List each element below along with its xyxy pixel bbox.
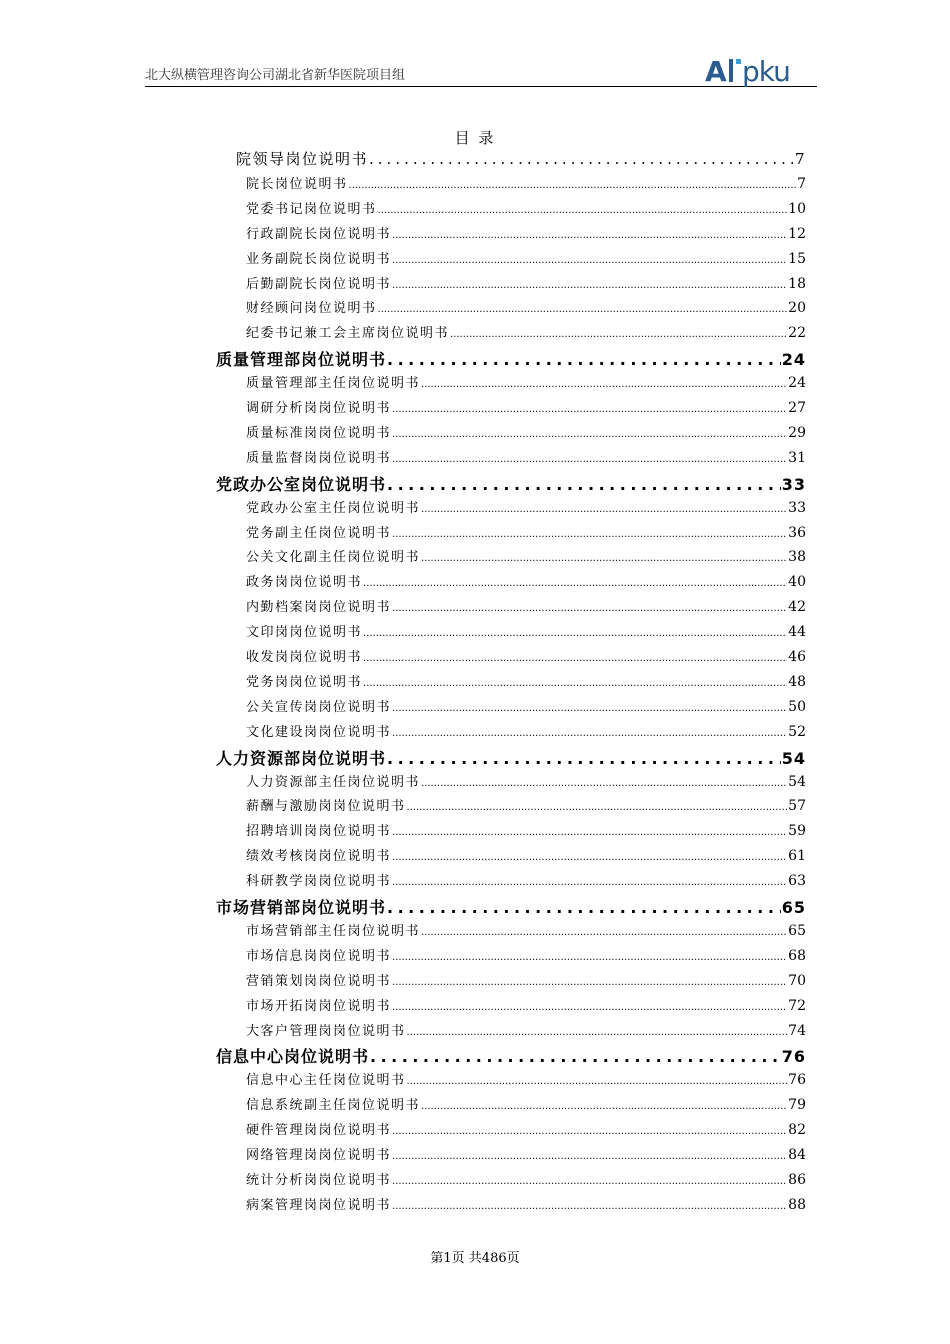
toc-entry-label: 党政办公室主任岗位说明书	[246, 500, 421, 516]
toc-entry-page: 63	[788, 873, 806, 890]
toc-entry[interactable]	[246, 970, 806, 989]
header-org-text: 北大纵横管理咨询公司湖北省新华医院项目组	[145, 68, 406, 83]
toc-entry[interactable]	[246, 721, 806, 740]
toc-section-entry[interactable]	[216, 472, 806, 495]
toc-dot-leader	[421, 927, 787, 938]
toc-entry-label: 党政办公室岗位说明书	[216, 474, 387, 494]
toc-section-entry[interactable]	[216, 895, 806, 918]
toc-dot-leader	[392, 977, 787, 988]
svg-text:pku: pku	[742, 55, 790, 87]
toc-entry-page: 22	[788, 325, 806, 342]
toc-entry[interactable]	[246, 870, 806, 889]
toc-dot-leader	[421, 778, 787, 789]
toc-dot-leader	[387, 475, 781, 494]
toc-entry-page: 74	[788, 1022, 806, 1039]
toc-entry-label: 招聘培训岗岗位说明书	[246, 824, 392, 840]
toc-dot-leader	[363, 653, 787, 664]
toc-entry[interactable]	[246, 522, 806, 541]
toc-entry-page: 10	[788, 200, 806, 217]
toc-entry-page: 24	[788, 375, 806, 392]
toc-entry[interactable]	[246, 1094, 806, 1113]
toc-entry[interactable]	[246, 771, 806, 790]
toc-dot-leader	[387, 898, 781, 917]
toc-entry-page: 88	[788, 1196, 806, 1213]
toc-dot-leader	[363, 628, 787, 639]
toc-entry-page: 42	[788, 599, 806, 616]
toc-entry-label: 质量管理部主任岗位说明书	[246, 376, 421, 392]
toc-entry[interactable]	[246, 1069, 806, 1088]
toc-entry-page: 36	[788, 524, 806, 541]
toc-entry-label: 院领导岗位说明书	[236, 150, 369, 168]
toc-entry[interactable]	[246, 198, 806, 217]
toc-entry-page: 52	[788, 723, 806, 740]
toc-dot-leader	[392, 529, 787, 540]
toc-entry-page: 38	[788, 549, 806, 566]
toc-entry-label: 财经顾问岗位说明书	[246, 301, 377, 317]
toc-entry[interactable]	[246, 571, 806, 590]
toc-entry-page: 54	[781, 748, 806, 768]
toc-entry-page: 65	[788, 922, 806, 939]
toc-entry-label: 网络管理岗岗位说明书	[246, 1148, 392, 1163]
toc-entry-label: 党务副主任岗位说明书	[246, 525, 392, 541]
toc-entry[interactable]	[246, 621, 806, 640]
toc-dot-leader	[392, 952, 787, 963]
toc-dot-leader	[421, 1101, 787, 1112]
toc-entry-page: 15	[788, 250, 806, 267]
toc-entry-label: 政务岗岗位说明书	[246, 575, 363, 591]
svg-text:A: A	[705, 55, 726, 87]
toc-entry-page: 44	[788, 624, 806, 641]
toc-entry[interactable]	[246, 322, 806, 341]
toc-entry-page: 7	[794, 150, 806, 168]
toc-entry-page: 72	[788, 997, 806, 1014]
toc-dot-leader	[392, 852, 787, 863]
toc-entry-label: 人力资源部主任岗位说明书	[246, 774, 421, 790]
toc-dot-leader	[392, 230, 787, 241]
toc-dot-leader	[392, 1201, 787, 1212]
toc-dot-leader	[363, 578, 787, 589]
toc-entry-label: 行政副院长岗位说明书	[246, 226, 392, 242]
toc-entry[interactable]	[246, 223, 806, 242]
toc-entry-page: 18	[788, 275, 806, 292]
toc-entry-page: 68	[788, 947, 806, 964]
toc-section-entry[interactable]	[236, 148, 806, 169]
toc-entry-page: 48	[788, 673, 806, 690]
toc-entry-label: 营销策划岗岗位说明书	[246, 973, 392, 989]
allpku-logo	[705, 55, 817, 87]
toc-entry-label: 内勤档案岗岗位说明书	[246, 600, 392, 616]
toc-entry[interactable]	[246, 397, 806, 416]
toc-dot-leader	[378, 205, 788, 216]
toc-dot-leader	[387, 749, 781, 768]
toc-entry-label: 纪委书记兼工会主席岗位说明书	[246, 326, 450, 342]
toc-entry-page: 27	[788, 400, 806, 416]
toc-entry[interactable]	[246, 646, 806, 665]
toc-dot-leader	[392, 1151, 787, 1162]
toc-dot-leader	[392, 255, 787, 266]
toc-entry[interactable]	[246, 696, 806, 715]
toc-entry-label: 业务副院长岗位说明书	[246, 251, 392, 267]
toc-entry[interactable]	[246, 820, 806, 839]
toc-entry-page: 86	[788, 1171, 806, 1188]
toc-entry-label: 市场营销部岗位说明书	[216, 898, 387, 917]
toc-entry[interactable]	[246, 497, 806, 516]
toc-dot-leader	[392, 703, 787, 714]
toc-entry[interactable]	[246, 372, 806, 391]
page-footer: 第1页 共486页	[430, 1251, 520, 1266]
page-header	[145, 55, 817, 87]
toc-entry-label: 公关宣传岗岗位说明书	[246, 699, 392, 715]
toc-dot-leader	[392, 728, 787, 739]
toc-entry-page: 40	[788, 574, 806, 591]
toc-entry-label: 质量监督岗岗位说明书	[246, 450, 392, 466]
toc-entry-page: 65	[781, 898, 806, 917]
toc-entry-page: 12	[788, 225, 806, 242]
toc-entry-page: 54	[788, 773, 806, 790]
toc-dot-leader	[392, 827, 787, 838]
toc-entry-label: 党委书记岗位说明书	[246, 201, 377, 217]
toc-entry-label: 绩效考核岗岗位说明书	[246, 849, 392, 865]
toc-entry-page: 50	[788, 698, 806, 715]
toc-dot-leader	[407, 802, 788, 813]
toc-entry[interactable]	[246, 920, 806, 939]
toc-entry[interactable]	[246, 422, 806, 441]
toc-entry-page: 76	[781, 1047, 806, 1067]
toc-entry-label: 公关文化副主任岗位说明书	[246, 550, 421, 566]
toc-entry-page: 20	[788, 300, 806, 317]
toc-entry-page: 33	[788, 499, 806, 516]
toc-entry[interactable]	[246, 995, 806, 1014]
toc-entry-label: 收发岗岗位说明书	[246, 650, 363, 665]
toc-entry[interactable]	[246, 546, 806, 565]
toc-entry-label: 病案管理岗岗位说明书	[246, 1197, 392, 1213]
toc-entry-label: 市场营销部主任岗位说明书	[246, 923, 421, 939]
toc-entry-page: 59	[788, 823, 806, 840]
toc-entry-page: 84	[788, 1147, 806, 1163]
toc-entry-label: 信息系统副主任岗位说明书	[246, 1098, 421, 1114]
toc-entry[interactable]	[246, 1119, 806, 1138]
toc-entry-label: 文印岗岗位说明书	[246, 625, 363, 641]
toc-entry-label: 信息中心主任岗位说明书	[246, 1073, 406, 1089]
toc-entry-page: 79	[788, 1097, 806, 1114]
toc-entry[interactable]	[246, 1020, 806, 1039]
toc-entry[interactable]	[246, 297, 806, 316]
toc-entry-label: 科研教学岗岗位说明书	[246, 874, 392, 890]
toc-entry[interactable]	[246, 273, 806, 292]
toc-entry-page: 29	[788, 424, 806, 441]
toc-dot-leader	[392, 1002, 787, 1013]
toc-dot-leader	[349, 180, 797, 191]
toc-entry-label: 院长岗位说明书	[246, 176, 348, 192]
toc-dot-leader	[392, 404, 787, 415]
toc-entry-label: 硬件管理岗岗位说明书	[246, 1123, 392, 1139]
toc-entry-page: 70	[788, 972, 806, 989]
toc-entry-page: 33	[781, 474, 806, 494]
toc-entry-label: 质量管理部岗位说明书	[216, 350, 387, 370]
toc-entry-label: 党务岗岗位说明书	[246, 674, 363, 690]
toc-entry-page: 57	[788, 798, 806, 815]
toc-dot-leader	[369, 150, 794, 168]
toc-entry[interactable]	[246, 945, 806, 964]
toc-entry[interactable]	[246, 1144, 806, 1163]
toc-entry-label: 文化建设岗岗位说明书	[246, 724, 392, 740]
toc-dot-leader	[407, 1027, 788, 1038]
toc-dot-leader	[392, 454, 787, 465]
toc-entry-label: 信息中心岗位说明书	[216, 1047, 370, 1067]
toc-entry[interactable]	[246, 1169, 806, 1188]
toc-dot-leader	[392, 603, 787, 614]
toc-entry-label: 市场开拓岗岗位说明书	[246, 998, 392, 1014]
toc-entry-page: 31	[788, 449, 806, 466]
toc-section-entry[interactable]	[216, 1044, 806, 1067]
toc-section-entry[interactable]	[216, 347, 806, 370]
toc-entry[interactable]	[246, 1194, 806, 1213]
toc-entry-label: 大客户管理岗岗位说明书	[246, 1023, 406, 1039]
toc-dot-leader	[392, 280, 787, 291]
toc-entry-page: 24	[781, 350, 806, 370]
toc-entry-page: 76	[788, 1072, 806, 1089]
toc-section-entry[interactable]	[216, 746, 806, 769]
toc-dot-leader	[392, 429, 787, 440]
toc-entry-label: 市场信息岗岗位说明书	[246, 948, 392, 964]
toc-entry-label: 人力资源部岗位说明书	[216, 748, 387, 768]
toc-entry-label: 统计分析岗岗位说明书	[246, 1172, 392, 1188]
toc-dot-leader	[450, 329, 787, 340]
toc-dot-leader	[370, 1047, 781, 1066]
toc-entry[interactable]	[246, 173, 806, 192]
toc-entry-page: 46	[788, 649, 806, 665]
toc-entry-label: 后勤副院长岗位说明书	[246, 276, 392, 292]
toc-dot-leader	[387, 350, 781, 369]
toc-entry[interactable]	[246, 671, 806, 690]
toc-dot-leader	[421, 504, 787, 515]
toc-dot-leader	[421, 379, 787, 390]
toc-dot-leader	[363, 678, 787, 689]
toc-entry-label: 质量标准岗岗位说明书	[246, 425, 392, 441]
toc-dot-leader	[407, 1076, 788, 1087]
toc-entry[interactable]	[246, 447, 806, 466]
toc-entry[interactable]	[246, 795, 806, 814]
toc-title: 目 录	[454, 129, 496, 147]
toc-entry[interactable]	[246, 596, 806, 615]
toc-dot-leader	[378, 304, 788, 315]
toc-entry-page: 82	[788, 1122, 806, 1139]
toc-entry-page: 61	[788, 848, 806, 865]
toc-entry-label: 薪酬与激励岗岗位说明书	[246, 799, 406, 815]
toc-dot-leader	[392, 1126, 787, 1137]
toc-entry[interactable]	[246, 845, 806, 864]
toc-dot-leader	[392, 877, 787, 888]
toc-entry[interactable]	[246, 248, 806, 267]
toc-entry-label: 调研分析岗岗位说明书	[246, 401, 392, 416]
toc-dot-leader	[421, 553, 787, 564]
toc-dot-leader	[392, 1176, 787, 1187]
toc-entry-page: 7	[797, 175, 806, 192]
